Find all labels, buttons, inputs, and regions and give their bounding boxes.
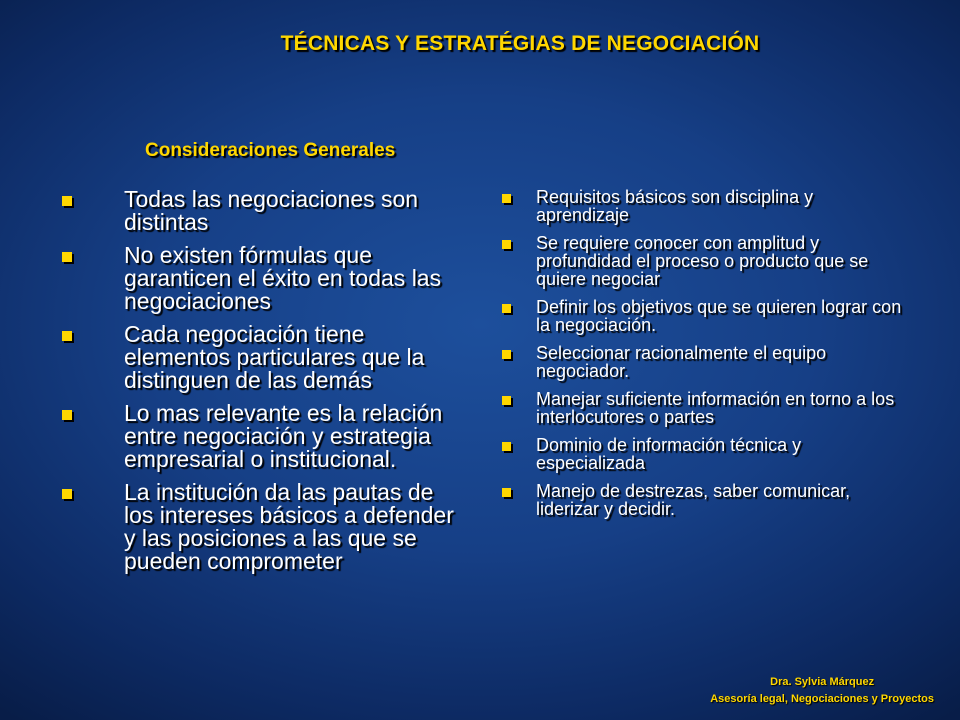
square-bullet-icon	[502, 304, 511, 313]
bullet-text: Manejo de destrezas, saber comunicar, liderizar y decidir.	[536, 481, 851, 519]
bullet-text: Seleccionar racionalmente el equipo negociador.	[536, 343, 827, 381]
right-bullet-item	[498, 234, 908, 288]
bullet-text: No existen fórmulas que garanticen el éxito en todas las negociaciones	[124, 242, 442, 314]
right-bullet-list	[498, 188, 908, 528]
square-bullet-icon	[502, 240, 511, 249]
left-bullet-list	[58, 188, 458, 583]
right-bullet-item	[498, 298, 908, 334]
square-bullet-icon	[62, 331, 72, 341]
bullet-text: Requisitos básicos son disciplina y aprendizaje	[536, 187, 814, 225]
bullet-text: Dominio de información técnica y especializada	[536, 435, 802, 473]
left-bullet-item	[58, 481, 458, 573]
right-bullet-item	[498, 482, 908, 518]
bullet-text: Manejar suficiente información en torno a los interlocutores o partes	[536, 389, 895, 427]
left-bullet-item	[58, 188, 458, 234]
footer-role: Asesoría legal, Negociaciones y Proyectos	[710, 693, 934, 705]
square-bullet-icon	[62, 410, 72, 420]
square-bullet-icon	[502, 442, 511, 451]
square-bullet-icon	[502, 396, 511, 405]
bullet-text: La institución da las pautas de los intereses básicos a defender y las posiciones a las que se pueden comprometer	[124, 479, 454, 574]
square-bullet-icon	[502, 350, 511, 359]
bullet-text: Lo mas relevante es la relación entre negociación y estrategia empresarial o institucional.	[124, 400, 443, 472]
bullet-text: Cada negociación tiene elementos particulares que la distinguen de las demás	[124, 321, 425, 393]
right-bullet-item	[498, 436, 908, 472]
right-bullet-item	[498, 188, 908, 224]
left-bullet-item	[58, 402, 458, 471]
right-bullet-item	[498, 344, 908, 380]
left-bullet-item	[58, 323, 458, 392]
bullet-text: Definir los objetivos que se quieren lograr con la negociación.	[536, 297, 902, 335]
bullet-text: Se requiere conocer con amplitud y profundidad el proceso o producto que se quiere negociar	[536, 233, 869, 289]
right-bullet-item	[498, 390, 908, 426]
square-bullet-icon	[62, 252, 72, 262]
square-bullet-icon	[62, 489, 72, 499]
footer-author: Dra. Sylvia Márquez	[770, 676, 875, 688]
slide-title: TÉCNICAS Y ESTRATÉGIAS DE NEGOCIACIÓN	[280, 32, 760, 55]
square-bullet-icon	[502, 194, 511, 203]
section-subtitle: Consideraciones Generales	[145, 140, 396, 161]
left-bullet-item	[58, 244, 458, 313]
footer-credit	[710, 674, 934, 708]
square-bullet-icon	[502, 488, 511, 497]
bullet-text: Todas las negociaciones son distintas	[124, 186, 419, 235]
square-bullet-icon	[62, 196, 72, 206]
